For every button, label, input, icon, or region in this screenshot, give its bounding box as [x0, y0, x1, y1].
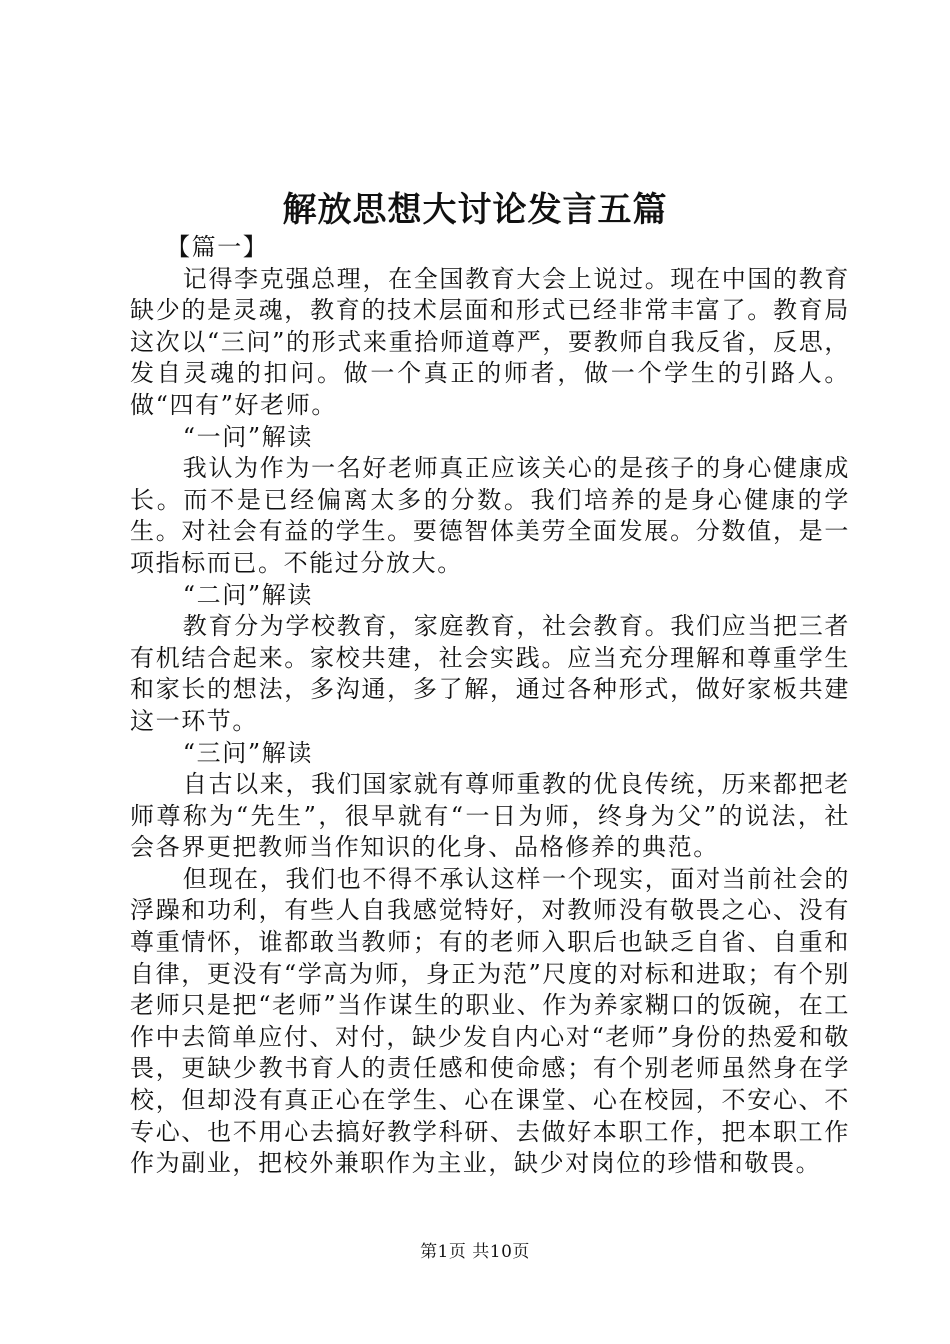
subheading-second-question: “二问”解读	[182, 580, 313, 609]
paragraph-third-question-a: 自古以来，我们国家就有尊师重教的优良传统，历来都把老师尊称为“先生”，很早就有“一日为师，终身为父”的说法，社会各界更把教师当作知识的化身、品格修养的典范。	[130, 770, 850, 862]
paragraph-third-question-b: 但现在，我们也不得不承认这样一个现实，面对当前社会的浮躁和功利，有些人自我感觉特好，对教师没有敬畏之心、没有尊重情怀，谁都敢当教师；有的老师入职后也缺乏自省、自重和自律，更没有“学高为师，身正为范”尺度的对标和进取；有个别老师只是把“老师”当作谋生的职业、作为养家糊口的饭碗，在工作中去简单应付、对付，缺少发自内心对“老师”身份的热爱和敬畏，更缺少教书育人的责任感和使命感；有个别老师虽然身在学校，但却没有真正心在学生、心在课堂、心在校园，不安心、不专心、也不用心去搞好教学科研、去做好本职工作，把本职工作作为副业，把校外兼职作为主业，缺少对岗位的珍惜和敬畏。	[130, 864, 850, 1178]
paragraph-intro: 记得李克强总理，在全国教育大会上说过。现在中国的教育缺少的是灵魂，教育的技术层面和形式已经非常丰富了。教育局这次以“三问”的形式来重拾师道尊严，要教师自我反省，反思，发自灵魂的扣问。做一个真正的师者，做一个学生的引路人。做“四有”好老师。	[130, 264, 850, 419]
page-footer: 第1页 共10页	[420, 1242, 530, 1262]
section-tag: 【篇一】	[166, 233, 269, 261]
subheading-first-question: “一问”解读	[182, 422, 313, 451]
subheading-third-question: “三问”解读	[182, 738, 313, 767]
document-title: 解放思想大讨论发言五篇	[282, 190, 668, 230]
document-body	[130, 232, 850, 1180]
paragraph-first-question: 我认为作为一名好老师真正应该关心的是孩子的身心健康成长。而不是已经偏离太多的分数。我们培养的是身心健康的学生。对社会有益的学生。要德智体美劳全面发展。分数值，是一项指标而已。不能过分放大。	[130, 454, 850, 577]
paragraph-second-question: 教育分为学校教育，家庭教育，社会教育。我们应当把三者有机结合起来。家校共建，社会实践。应当充分理解和尊重学生和家长的想法，多沟通，多了解，通过各种形式，做好家板共建这一环节。	[130, 612, 850, 735]
